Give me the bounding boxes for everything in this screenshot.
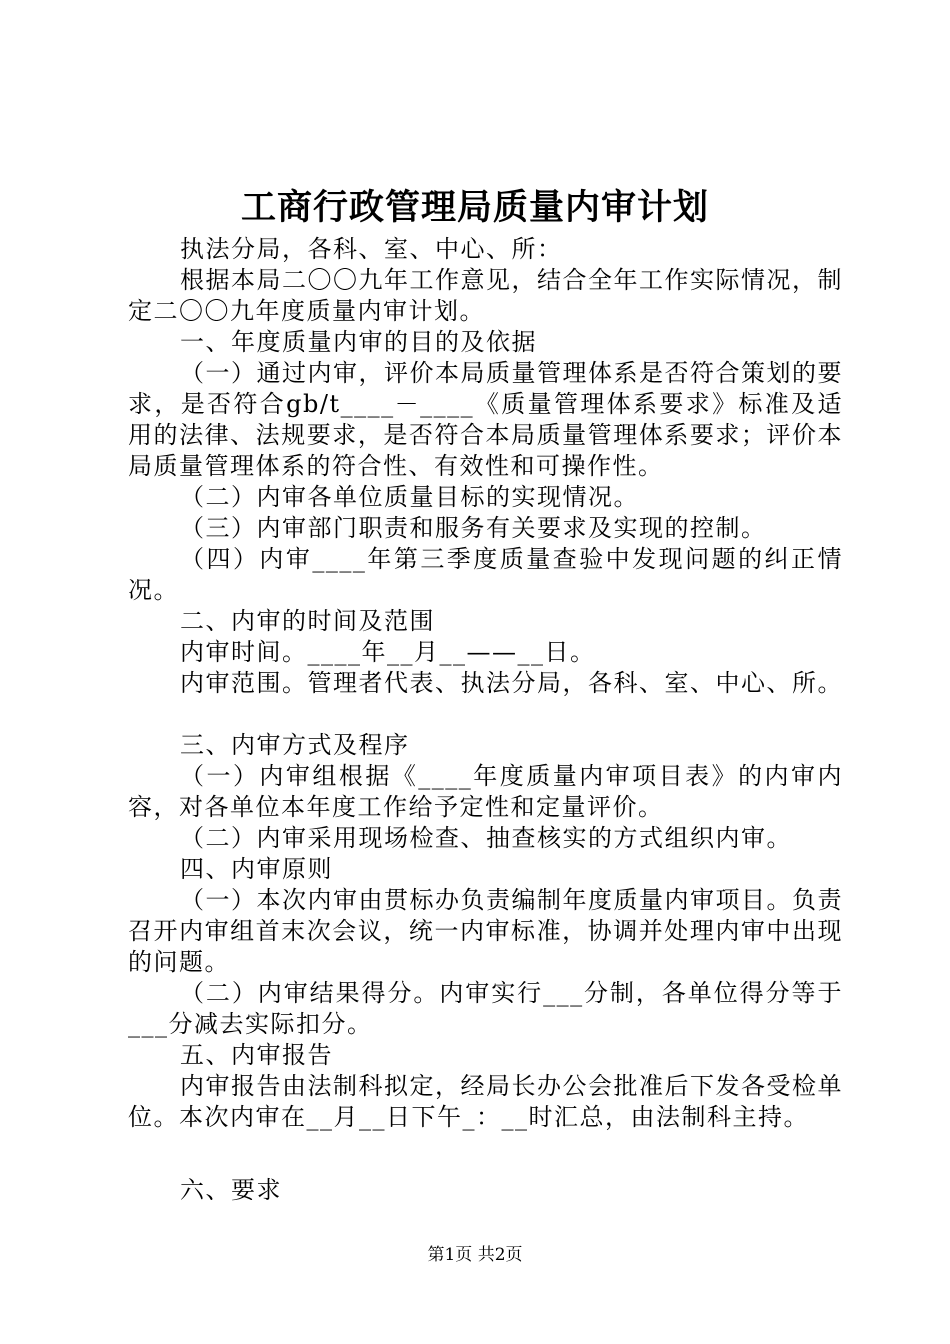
section-heading-3: 三、内审方式及程序 (180, 731, 410, 759)
page-footer: 第1页 共2页 (427, 1245, 523, 1265)
paragraph-3-2: （二）内审采用现场检查、抽查核实的方式组织内审。 (180, 824, 792, 852)
audit-time: 内审时间。____年__月__——__日。 (180, 638, 596, 666)
section-heading-5: 五、内审报告 (180, 1041, 333, 1069)
section-heading-1: 一、年度质量内审的目的及依据 (180, 328, 537, 356)
paragraph-4-1: （一）本次内审由贯标办负责编制年度质量内审项目。负责召开内审组首末次会议，统一内审标准，协调并处理内审中出现的问题。 (128, 886, 843, 976)
section-heading-4: 四、内审原则 (180, 855, 333, 883)
paragraph-4-2: （二）内审结果得分。内审实行___分制，各单位得分等于___分减去实际扣分。 (128, 979, 843, 1038)
paragraph-1-2: （二）内审各单位质量目标的实现情况。 (180, 483, 639, 511)
intro-paragraph: 根据本局二〇〇九年工作意见，结合全年工作实际情况，制定二〇〇九年度质量内审计划。 (128, 266, 843, 325)
audit-scope: 内审范围。管理者代表、执法分局，各科、室、中心、所。 (180, 669, 843, 697)
paragraph-1-3: （三）内审部门职责和服务有关要求及实现的控制。 (180, 514, 767, 542)
paragraph-1-4: （四）内审____年第三季度质量查验中发现问题的纠正情况。 (128, 545, 843, 604)
document-title: 工商行政管理局质量内审计划 (240, 187, 709, 228)
salutation: 执法分局，各科、室、中心、所： (180, 235, 563, 263)
document-body (128, 234, 843, 1206)
section-heading-2: 二、内审的时间及范围 (180, 607, 435, 635)
paragraph-1-1: （一）通过内审，评价本局质量管理体系是否符合策划的要求，是否符合gb/t____－____《质量管理体系要求》标准及适用的法律、法规要求，是否符合本局质量管理体系要求；评价本局质量管理体系的符合性、有效性和可操作性。 (128, 359, 843, 480)
section-heading-6: 六、要求 (180, 1176, 282, 1204)
paragraph-3-1: （一）内审组根据《____年度质量内审项目表》的内审内容，对各单位本年度工作给予定性和定量评价。 (128, 762, 843, 821)
paragraph-5-1: 内审报告由法制科拟定，经局长办公会批准后下发各受检单位。本次内审在__月__日下午_：__时汇总，由法制科主持。 (128, 1072, 843, 1131)
